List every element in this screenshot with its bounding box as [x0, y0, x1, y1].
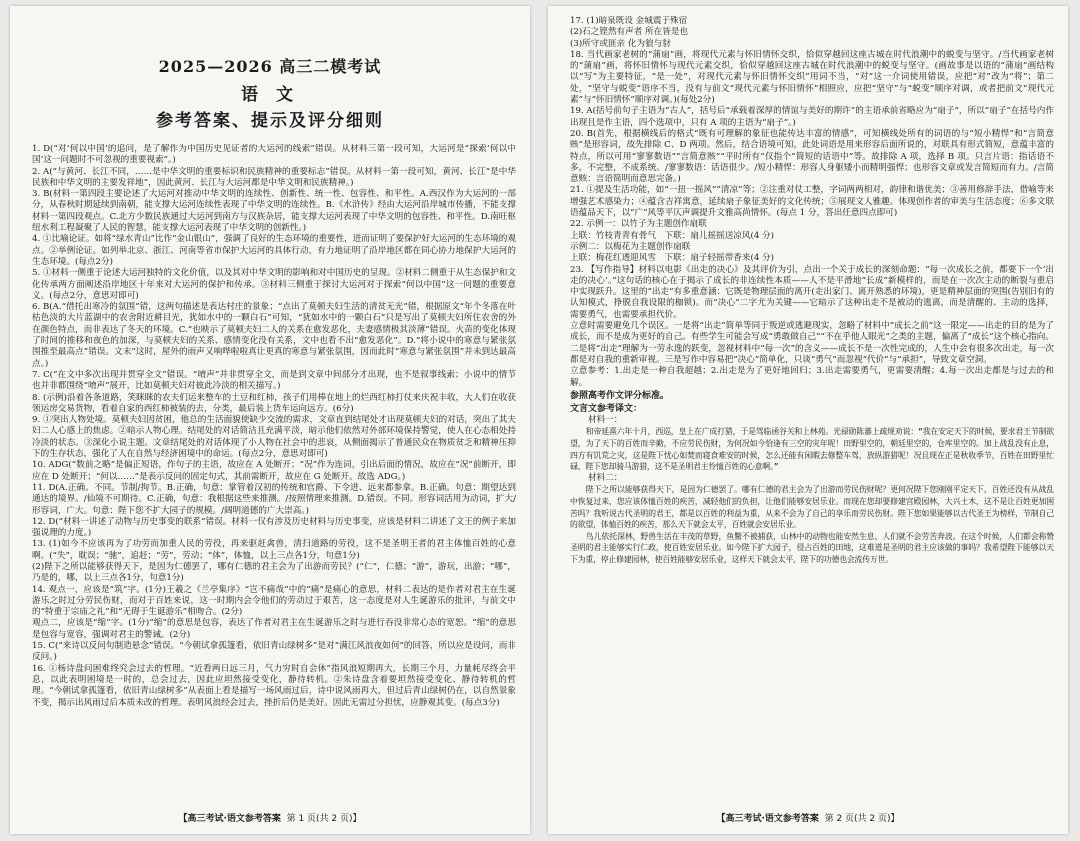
answer-item: 17. (1)暗泉既设 金城震于殊宿 (2)石之铿然有声者 所在皆是也 (3)所守或匪亲 化为狼与豺 — [570, 16, 689, 49]
material-label: 材料一： — [588, 414, 623, 425]
answer-item: 1. D(“对‘何以中国’的追问，是了解作为中国历史见证者的大运河的线索”错误。从材料三第一段可知，大运河是“探索‘何以中国’这一问题时不可忽视的重要视索”。) — [32, 144, 516, 166]
answer-item: 14. 观点一，应该是“筑”字。(1分)王羲之《兰亭集序》“岂不痛哉”中的“痛”是痛心的意思，材料二表达的是作者对君主在生诞游乐之时过分劳民伤财，而对于百姓来说，这一时期内会令他们的劳动过于艰苦，这一态度是对人生诞游乐的批评，与前文中的“特重于宗庙之礼”和“无碍于生诞游乐”相吻合。(2分) 观点二，应该是“缩”字。(1分)“缩”的意思是包容，表达了作者对君主在生诞游乐之时与进行吞没非常心态的宽恕。“缩”的意思是包容与宽容，强调对君主的警诫。(2分) — [32, 584, 516, 640]
section-heading: 参照高考作文评分标准。 — [570, 390, 670, 401]
answer-item: 22. 示例一：以竹子为主题创作扇联 上联：竹枝青青有骨气 下联：扇儿摇摇送凉风(4 分) 示例二：以梅花为主题创作扇联 上联：梅花红透迎风雪 下联：扇子轻摇带香来(4 分) — [570, 219, 774, 264]
page-2-content — [570, 16, 1054, 804]
subject-title: 语 文 — [241, 85, 299, 105]
answer-item: 16. ①杨诗盘问困难终究会过去的哲理。“近看两日远三月，气力穷时自会休”指风浪短期再大，长期三个月，力量耗尽终会平息，以此表明困境是一时的，总会过去，因此应坦然接受变化，静待转机。②朱诗盘含着要坦然接受变化、静待转机的哲理。“今朝试拿孤篷看，依旧青山绿树多”从表面上看是描写一场风雨过后，诗中说风雨再大，但过后青山绿树仍在，以自然景象不变，揭示出风雨过后本质未改的哲理。表明风浪经会过去，挫折后仍是美好。因此无需过分担忧，应静观其变。(每点3分) — [32, 663, 516, 708]
answer-page-1 — [10, 6, 530, 834]
page-1-footer — [10, 811, 530, 824]
answer-item: 5. ①材料一侧重于论述大运河独特的文化价值，以及其对中华文明的影响和对中国历史的呈现。②材料二侧重于从生态保护和文化传承两方面阐述沿岸地区十年来对大运河的保护和传承。③材料三侧重于探讨大运河对于探索“何以中国”这一问题的重要意义。(每点2分，意思对即可) — [32, 268, 516, 301]
page-1-content — [32, 144, 516, 804]
answer-item: 2. A(“与黄河、长江不同，……是中华文明的重要标识和民族精神的重要标志”错误。从材料一第一段可知，黄河、长江“是中华民族和中华文明的主要发祥地”，因此黄河、长江与大运河都是中华文明和民族精神。) — [32, 166, 516, 188]
answer-item: 10. ADG(“数前之略”是偏正短语，作句子的主语，故应在 A 处断开；“况”作为连词，引出后面的情况，故应在“况”前断开，即应在 D 处断开；“何以……”是表示反问的固定句式，其前需断开，故应在 G 处断开。故选 ADG。) — [32, 460, 516, 482]
footer-page-number: 第 2 页(共 2 页)】 — [824, 814, 900, 824]
section-heading: 文言文参考译文： — [570, 403, 643, 414]
answer-item: 12. D(“材料一讲述了动物与历史事变的联系”错误。材料一仅有涉及历史材料与历史事变，应该是材料二讲述了文王的例子来加强说理的力度。) — [32, 516, 516, 539]
answer-item: 7. C(“在文中多次出现并贯穿全文”错误。“唷声”并非贯穿全文，而是到文章中间部分才出现，也不是叙事线索；小说中的情节也并非都围绕“唷声”展开，比如莫顿夫妇对彼此冷淡的相关描写。) — [32, 369, 516, 392]
answer-item: 19. A(括号前句子主语为“古人”，括号后“承载着深厚的情谊与美好的期许”的主语承前省略应为“扇子”，所以“扇子”在括号内作出现且是作主语，四个选项中，只有 A 项的主语为“扇子”。) — [570, 106, 1054, 128]
answer-item: 23. 【写作指导】材料以电影《出走的决心》及其评价为引，点出一个关于成长的深刻命题：“每一次成长之前，都要下一个‘出走的决心’。”这句话的核心在于揭示了成长的非连续性本质——人不是平滑地“长成”新模样的，而是在一次次主动的断裂与重启中实现跃升。这里的“出走”有多重意涵：它既是物理层面的离开(走出家门、离开熟悉的环境)，更是精神层面的突围(告别旧有的认知模式，挣脱自我设限的枷锁)。而“决心”二字尤为关键——它暗示了这种出走不是被动的逃离，而是清醒的、主动的选择，需要勇气，也需要承担代价。 立意时需要避免几个误区。一是将“出走”简单等同于叛逆或逃避现实，忽略了材料中“成长之前”这一限定——出走的目的是为了成长，而不是成为更好的自己。有些学生可能会写成“勇敢做自己”“不在乎他人眼光”之类的主题，偏离了“成长”这个核心指向。二是将“出走”理解为一劳永逸的跃变，忽视材料中“每一次”的含义——成长不是一次性完成的，人生中会有很多次出走，每一次都是对自我的重新审视。三是写作中容易把“决心”简单化，只谈“勇气”而忽视“代价”与“承担”，导致文章空洞。 立意参考：1.出走是一种自我超越；2.出走是为了更好地回归；3.出走需要勇气，更需要清醒；4.每一次出走都是与过去的和解。 — [570, 264, 1054, 388]
answer-page-2 — [548, 6, 1068, 834]
answer-item: 陛下之所以能够获得天下，是因为仁德罢了。哪有仁德的君主会为了出游而劳民伤财呢？更何况陛下您刚刚平定天下，百姓还没有从战乱中恢复过来，您应该体恤百姓的疾苦，减轻他们的负担，让他们能够安居乐业。而现在您却要修建宫殿园林，大兴土木，这不是让百姓更加困苦吗？我听说古代圣明的君王，都是以百姓的利益为重，从来不会为了自己的享乐而劳民伤财。陛下您如果能够以古代圣王为榜样，节制自己的欲望，体恤百姓的疾苦，那么天下就会太平，百姓就会安居乐业。 — [570, 485, 1054, 530]
answer-item: 和帝延熹六年十月，西巡，皇上在广成打猎，于是驾临函谷关和上林苑。光禄勋陈蕃上疏规劝说：“我在安定天下的时候，要求君王节制欲望，为了天下的百姓而辛勤，不应劳民伤财，为何况如今恰逢有三空的灾年呢！田野里空的，朝廷里空的，仓库里空的。加上战乱没有止息，四方有饥荒之灾，这是陛下忧心如焚而寝食难安的时候，怎么还能有闲暇去修整车驾，放纵游猎呢！况且现在正是秋收季节，百姓在田野里忙碌，陛下您却骑马游猎，这不是圣明君主怜恤百姓的心意啊。” — [570, 427, 1054, 472]
page-2-footer — [548, 811, 1068, 824]
answer-item: 11. D(A.正确。不同。节制/拘节。B.正确，句意：掌管着汉初的传统和官爵、下令进、远来都参拿。B.正确。句意：期望达到通达的境界。/仙境不可期待。C.正确，句意：我根据这些来推测。/按照情理来推测。D.错误。不同。形容词活用为动词，扩大/形容词，广大。句意：陛下您不扩大园子的规模。/阔明道德的广大崇高。) — [32, 482, 516, 516]
answer-item: 13. (1)如今不应该再为了功劳而加重人民的劳役，再来驱赶禽兽，清扫道路的劳役，这不是圣明王者的君主体恤百姓的心意啊。(“失”，耽误；“驰”，追赶；“劳”，劳动；“体”，体恤，以上三点各1分，句意1分) (2)陛下之所以能够获得天下，是因为仁德罢了，哪有仁德的君主会为了出游而劳民？(“仁”，仁德；“游”，游玩，出游；“哪”，乃是的，哪，以上三点各1分，句意1分) — [32, 539, 516, 584]
answer-item: 18. 当代画家老树的“蒲扇”画，将现代元素与怀旧情怀交织，恰似穿越回这座古城在时代浪潮中的蜕变与坚守。/当代画家老树的“蒲扇”画，将怀旧情怀与现代元素交织，恰似穿越回这座古城在时代浪潮中的蜕变与坚守。(画故事是以语的“蒲扇”画结构以“写”为主要特征，“是一处”，对现代元素与怀旧情怀交织”用词不当，“对”这一介词使用错误，应把“对”改为“将”；第二处，“坚守与蜕变”语序不当，没有与前文“现代元素与怀旧情怀”相照应，应把“坚守”与“蜕变”顺序对调，或者把前文“现代元素”与“怀旧情怀”顺序对调。)(每处2分) — [570, 49, 1054, 106]
footer-page-number: 第 1 页(共 2 页)】 — [286, 814, 362, 824]
exam-title: 2025—2026 高三二模考试 — [158, 57, 382, 76]
answer-item: 鸟儿依托深林，野兽生活在丰茂的草野，鱼鳖不被捕获，山林中的动物也能安然生息，人们就不会劳苦奔波。在这个时候，人们都会称赞圣明的君主能够实行仁政，使百姓安居乐业。如今陛下扩大园子，侵占百姓的田地，这难道是圣明的君主应该做的事吗？我希望陛下能够以天下为重，停止修建园林，使百姓能够安居乐业，这样天下就会太平，陛下的功德也会流传万世。 — [570, 531, 1054, 564]
footer-title: 【高三考试·语文参考答案 — [716, 814, 819, 824]
answer-item: 21. ①提及生活功能，如“一扭一摇风”“清凉”等；②注重对仗工整，字词两两相对，韵律和谐优美；③善用修辞手法，借喻等来增强艺术感染力；④蕴含吉祥寓意，延续扇子象征美好的文化传统；⑤展现文人雅趣。体现创作者的审美与生活态度；⑥多文联语蕴品天下，以“广”风等平仄声调提升文雅高尚情怀。(每点 1 分，答出任意四点即可) — [570, 185, 1054, 219]
answer-item: 4. ①比喻论证。如将“绿水青山”比作“金山银山”，强调了良好的生态环境的重要性，进而证明了要保护好大运河的生态环境的观点。②举例论证。如列举北京、浙江、河南等省市保护大运河的具体行动，有力地证明了沿岸地区都在同心协力地保护大运河的生态环境。(每点2分) — [32, 234, 516, 267]
answer-item: 20. B(首先，根据横线后的格式“既有可理解的象征也能传达丰富的情感”，可知横线处所有的词语的与“短小精悍”和“言简意赅”是形容词，故先排除 C、D 两项。然后，结合语境可知，此处词语是用来形容后面所说的，对联具有形式简短，意蕴丰富的特点，所以可用“寥寥数语”“言简意赅”“平时所有”仅指个“简短的话语中”等。故排除 A 项，选择 B 项。只言片语：指话语不多，不完整，不成系统。/寥寥数语：话语很少。/短小精悍：形容人身躯矮小而精明强悍；也形容文章或发言简短而有力。/言简意赅：言语简明而意思完备。) — [570, 128, 1054, 185]
material-label: 材料二： — [588, 472, 623, 483]
answer-item: 8. (示例)沿着各条道路，笑眯眯的农夫们运来整车的土豆和红柿，孩子们用棒在地上的烂西红柿打仗来庆祝丰收，大人们在收获领运房交易货物，看着自家的西红柿被装的去，分类，最后装上货车运向远方。(6分) — [32, 392, 516, 414]
answer-item: 15. C(“来诗以反问句制造悬念”错误。“今朝试拿孤篷看，依旧青山绿树多”是对“满江风浪夜如何”的回答，所以应是设问，而非反问。) — [32, 641, 516, 663]
footer-title: 【高三考试·语文参考答案 — [178, 814, 281, 824]
answer-item: 3. B(材料一第四段主要论述了大运河对推动中华文明的连续性、创新性、统一性、包容性、和平性。A.西汉作为大运河的一部分，从春秋时期延续到南朝，能支撑大运河连续性表现了中华文明的连续性。B.《水浒传》经由大运河沿岸城市传播，不能支撑材料一第四段观点。C.北方少数民族通过大运河到南方与汉族杂居，能支撑大运河表现了中华文明的包容性、和平性。D.南旺枢纽水利工程凝聚了人民的智慧，能支撑大运河表现了中华文明的创新性。) — [32, 189, 516, 234]
answer-item: 9. ①突出人物处境。莫顿夫妇因贫困，他总的生活面貌使缺少交流的需求，文章直到结尾处才出现莫顿夫妇的对话，突出了其夫妇二人心感上的焦虑。②暗示人物心理。结尾处的对话简洁且充满平淡，暗示他们依然对外部环境保持警觉，使人在心态相处持冷淡的状态。③深化小说主题。文章结尾处的对话体现了小人物在社会中的悲哀，从侧面揭示了普通民众在物质贫乏和精神压抑下的生存状态，强化了人在自然与经济困境中的命运。(每点2分，意思对即可) — [32, 415, 516, 460]
answer-item: 6. B(A.“借托出寒冷的氛围”错，这两句描述是表达村庄的景象；“点出了莫顿夫妇生活的清贫无光”错，根据原文“年个冬落在叶枯色淡的大片蓝湖中的农舍附近耕目光，犹如水中的一颗白石”可知，“犹如水中的一颗白石”只是写出了莫顿夫妇所住农舍的外在颜色特点，而非表达了冬天的环境。C.“也映示了莫顿夫妇二人的关系在愈发恶化，夫妻感情极其淡薄”错误。火苗的变化体现了时间的推移和夜色的加深，与莫顿夫妇的关系、感情变化没有关系，文中也看不出“愈发恶化”。D.“将小说中的寒意与紧张氛围推至最高点”错误。文末“这时，屋外的雨声又响哗啦啦真让更真的寒意与紧张氛围，因而此时“寒意与紧张氛围”并未到达最高点。) — [32, 302, 516, 369]
document-title: 参考答案、提示及评分细则 — [156, 111, 384, 131]
